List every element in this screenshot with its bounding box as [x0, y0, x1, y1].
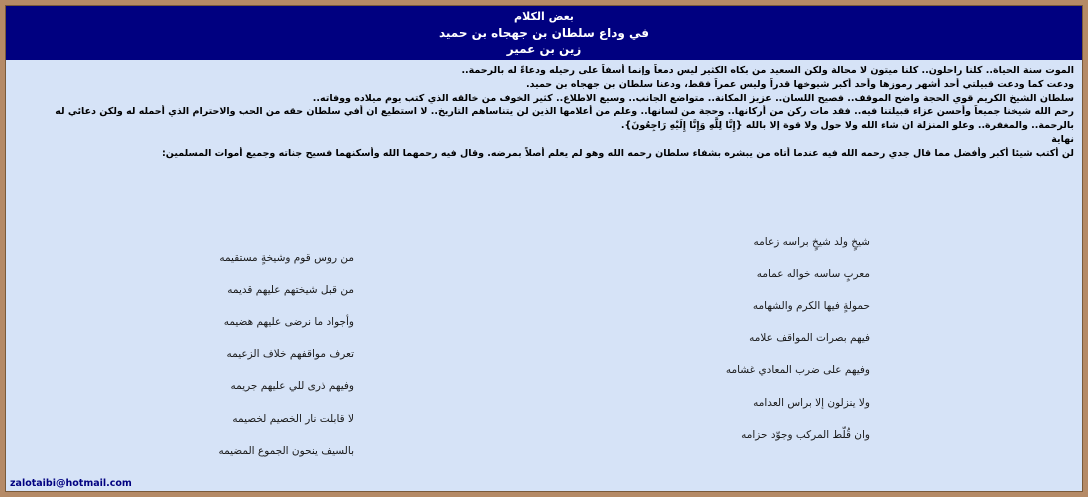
poem-line: وفيهم على ضرب المعادي غشامه [725, 364, 870, 376]
paragraph: ودعت كما ودعت قبيلتي أحد أشهر رموزها وأحد أكبر شيوخها قدراً وليس عمراً فقط، ودعنا سلطان بن جهجاه بن حميد. [525, 78, 1074, 90]
page-title: في وداع سلطان بن جهجاه بن حميد [438, 26, 650, 40]
poem-line: شيخٍ ولد شيخٍ براسه زعامه [753, 236, 870, 248]
paragraph: رحم الله شيخنا جميعاً وأحسن عزاء قبيلتنا فيه.. فقد مات ركن من أركانها.. وحجة من لسانها.. وعلم من أعلامها الذين لن يتناساهم التاريخ.. لا استطيع ان أفي سلطان حقه من الحب والاحترام الذي أحمله له ولكن دعائي له بالرحمة.. والمغفرة.. وعلو المنزلة ان شاء الله ولا حول ولا قوة إلا بالله {إِنَّا لِلَّهِ وَإِنَّا إِلَيْهِ رَاجِعُونَ}. [55, 106, 1074, 132]
author-email-link[interactable]: zalotaibi@hotmail.com [10, 478, 132, 489]
poem-line: وفيهم ذرى للي عليهم جريمه [230, 380, 354, 392]
page-frame [5, 5, 1083, 492]
poem-line: من قبل شيختهم عليهم قديمه [227, 284, 354, 296]
author-name: زين بن عمير [506, 42, 582, 56]
poem-line: ولا ينزلون إلا براس العدامه [753, 397, 870, 409]
poem-line: معربٍ ساسه خواله عمامه [756, 268, 870, 280]
poem-line: وان قُلّط المركب وجوّد حزامه [741, 429, 870, 441]
poem-line: لا قابلت نار الخصيم لخصيمه [232, 413, 354, 425]
poem-line: من روس قوم وشيخةٍ مستقيمه [219, 252, 354, 264]
poem-line: وأجواد ما نرضى عليهم هضيمه [223, 316, 354, 328]
header-subtitle: بعض الكلام [514, 10, 574, 23]
page-header [6, 6, 1082, 60]
paragraph-end-label: نهاية [1051, 133, 1074, 145]
paragraph: لن أكتب شيئا أكبر وأفضل مما قال جدي رحمه الله فيه عندما أتاه من يبشره بشفاء سلطان رحمه الله وهو لم يعلم أصلاً بمرضه. وقال فيه رحمهما الله وأسكنهما فسيح جناته وجميع أموات المسلمين: [162, 147, 1074, 159]
poem-line: حمولةٍ فيها الكرم والشهامه [752, 300, 870, 312]
poem-line: بالسيف ينحون الجموع المضيمه [218, 445, 354, 457]
poem-line: فيهم بصرات المواقف علامه [749, 332, 870, 344]
paragraph: سلطان الشيخ الكريم قوي الحجة واضح الموقف.. فصيح اللسان.. عزيز المكانة.. متواضع الجانب.. وسيع الاطلاع.. كثير الخوف من خالقه الذي كتب يوم ميلاده ووفاته.. [312, 92, 1074, 104]
article-body [12, 64, 1074, 161]
poem-line: تعرف مواقفهم خلاف الزعيمه [226, 348, 354, 360]
paragraph: الموت سنة الحياة.. كلنا راحلون.. كلنا ميتون لا محالة ولكن السعيد من بكاه الكثير ليس دمعاً وإنما أسفاً على رحيله ودعاءً له بالرحمة.. [461, 65, 1074, 76]
